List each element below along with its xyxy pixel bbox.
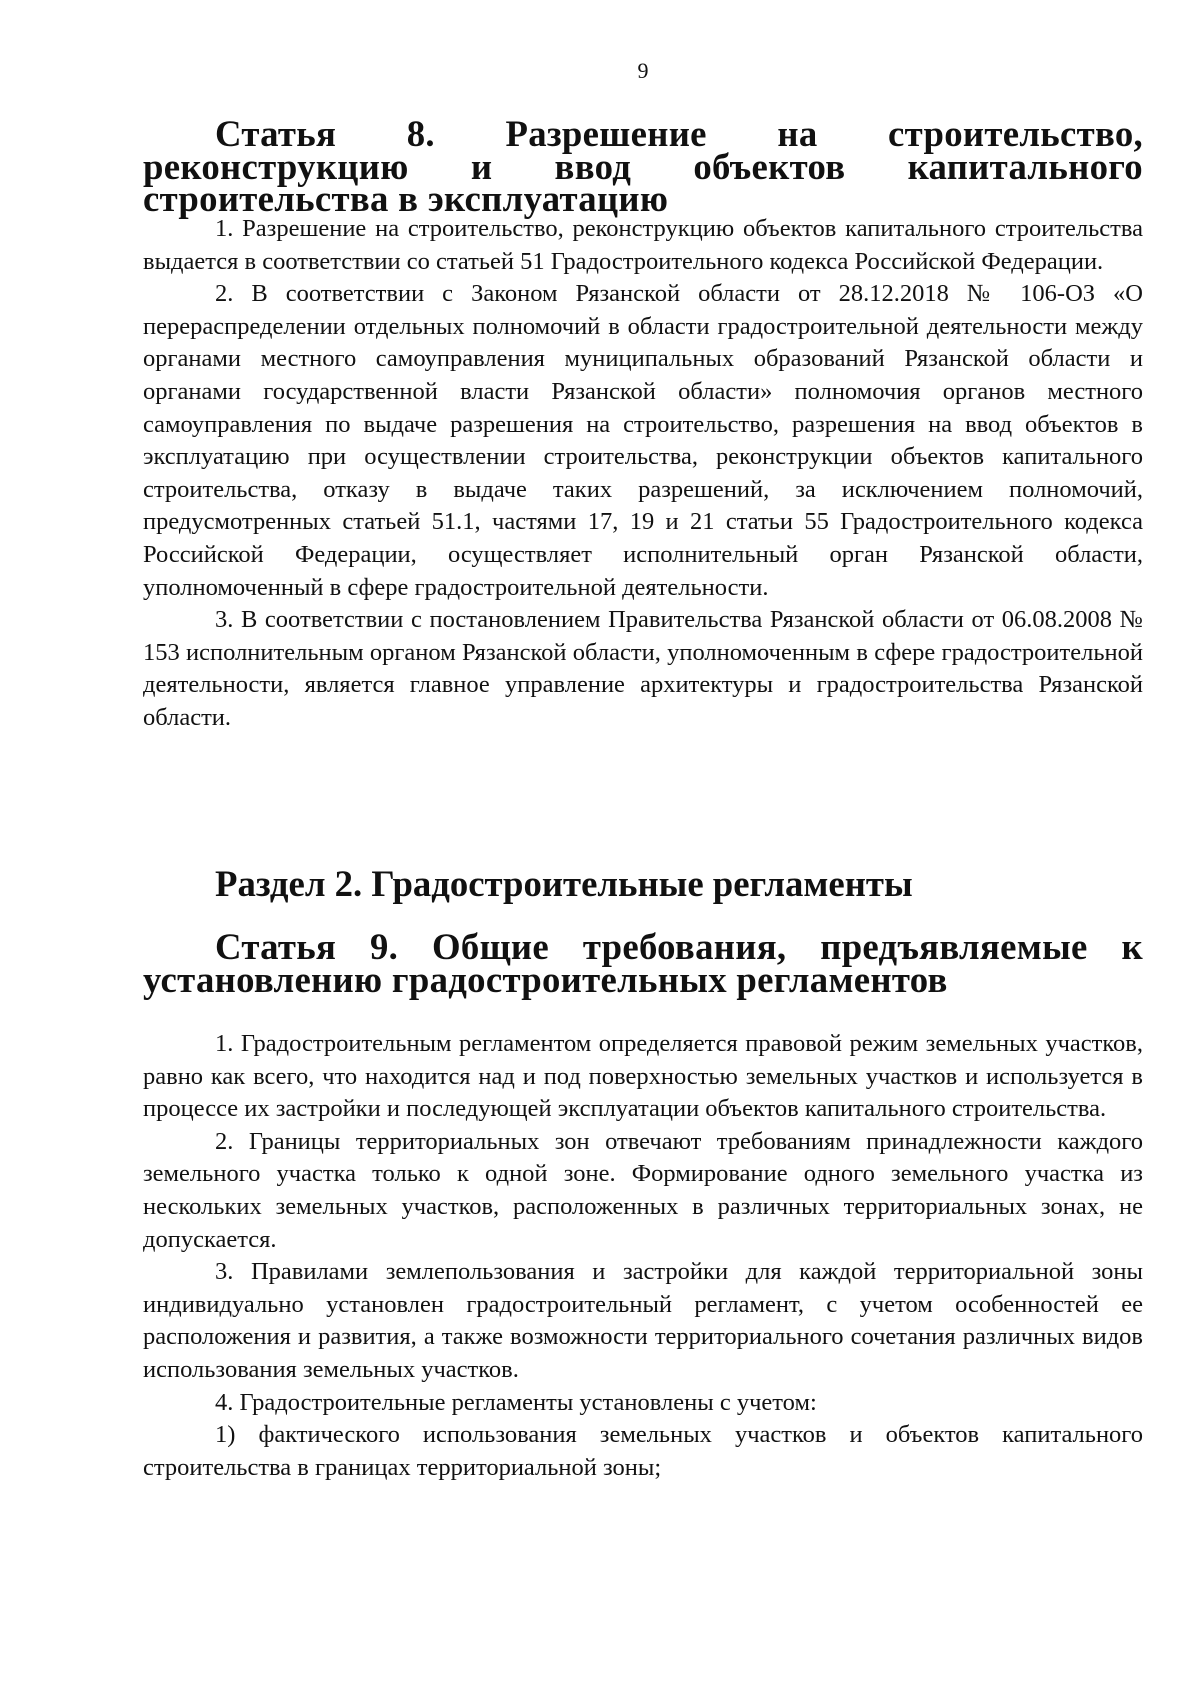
section-2-title: Раздел 2. Градостроительные регламенты [215,863,913,904]
article-9-body [143,1028,1143,1484]
article-8-title: Статья 8. Разрешение на строительство, реконструкцию и ввод объектов капитального строительства в эксплуатацию [143,113,1143,220]
article-9-paragraph-2: 2. Границы территориальных зон отвечают требованиям принадлежности каждого земельного участка только к одной зоне. Формирование одного земельного участка из нескольких земельных участков, расположенных в различных территориальных зонах, не допускается. [143,1127,1143,1253]
article-8-body [143,213,1143,735]
article-9-paragraph-4: 4. Градостроительные регламенты установлены с учетом: [215,1388,817,1416]
article-9-paragraph-3: 3. Правилами землепользования и застройки для каждой территориальной зоны индивидуально установлен градостроительный регламент, с учетом особенностей ее расположения и развития, а также возможности территориального сочетания различных видов использования земельных участков. [143,1258,1143,1383]
article-9-title: Статья 9. Общие требования, предъявляемые к установлению градостроительных регламентов [143,926,1143,1000]
article-9-paragraph-1: 1. Градостроительным регламентом определяется правовой режим земельных участков, равно как всего, что находится над и под поверхностью земельных участков и используется в процессе их застройки и последующей эксплуатации объектов капитального строительства. [143,1030,1143,1123]
article-8-paragraph-2: 2. В соответствии с Законом Рязанской области от 28.12.2018 № 106-ОЗ «О перераспределении отдельных полномочий в области градостроительной деятельности между органами местного самоуправления муниципальных образований Рязанской области и органами государственной власти Рязанской области» полномочия органов местного самоуправления по выдаче разрешения на строительство, разрешения на ввод объектов в эксплуатацию при осуществлении строительства, реконструкции объектов капитального строительства, отказу в выдаче таких разрешений, за исключением полномочий, предусмотренных статьей 51.1, частями 17, 19 и 21 статьи 55 Градостроительного кодекса Российской Федерации, осуществляет исполнительный орган Рязанской области, уполномоченный в сфере градостроительной деятельности. [143,280,1143,601]
article-8-paragraph-1: 1. Разрешение на строительство, реконструкцию объектов капитального строительства выдается в соответствии со статьей 51 Градостроительного кодекса Российской Федерации. [143,215,1143,275]
document-page [143,0,1143,1698]
page-number: 9 [637,58,649,83]
article-8-paragraph-3: 3. В соответствии с постановлением Правительства Рязанской области от 06.08.2008 № 153 исполнительным органом Рязанской области, уполномоченным в сфере градостроительной деятельности, является главное управление архитектуры и градостроительства Рязанской области. [143,606,1143,731]
article-9-paragraph-5: 1) фактического использования земельных участков и объектов капитального строительства в границах территориальной зоны; [143,1421,1143,1481]
